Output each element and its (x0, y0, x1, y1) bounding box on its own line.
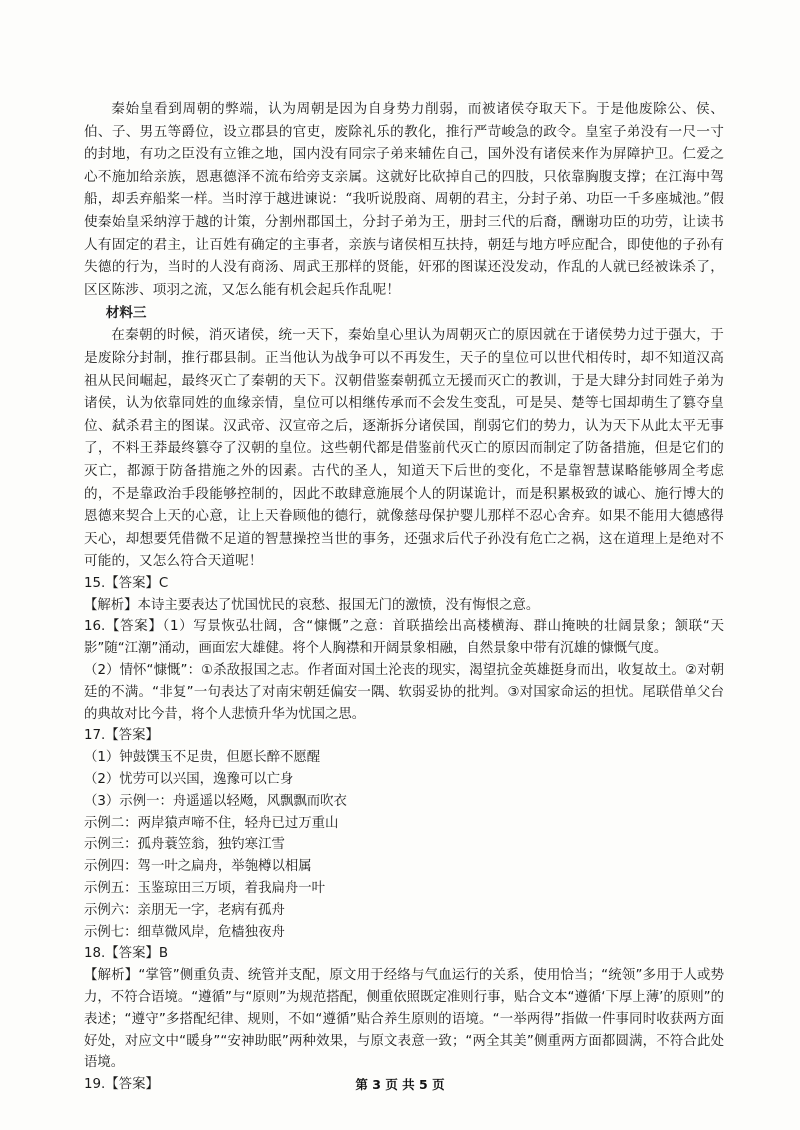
q17-answer: 17.【答案】 (84, 728, 159, 744)
page-content (84, 98, 724, 1096)
q17-line: 示例五：玉鉴琼田三万顷，着我扁舟一叶 (84, 881, 326, 897)
material2-paragraph: 秦始皇看到周朝的弊端，认为周朝是因为自身势力削弱，而被诸侯夺取天下。于是他废除公、侯、伯、子、男五等爵位，设立郡县的官吏，废除礼乐的教化，推行严苛峻急的政令。皇室子弟没有一尺一寸的封地，有功之臣没有立锥之地，国内没有同宗子弟来辅佐自己，国外没有诸侯来作为屏障护卫。仁爱之心不施加给亲族，恩惠德泽不流布给旁支亲属。这就好比砍掉自己的四肢，只依靠胸腹支撑；在江海中驾船，却丢弃船桨一样。当时淳于越进谏说：“我听说殷商、周朝的君主，分封子弟、功臣一千多座城池。”假使秦始皇采纳淳于越的计策，分割州郡国土，分封子弟为王，册封三代的后裔，酬谢功臣的功劳，让读书人有固定的君主，让百姓有确定的主事者，亲族与诸侯相互扶持，朝廷与地方呼应配合，即使他的子孙有失德的行为，当时的人没有商汤、周武王那样的贤能，奸邪的图谋还没发动，作乱的人就已经被诛杀了，区区陈涉、项羽之流，又怎么能有机会起兵作乱呢！ (84, 101, 724, 298)
q17-line: 示例四：驾一叶之扁舟，举匏樽以相属 (84, 859, 312, 875)
q18-analysis: 【解析】“掌管”侧重负责、统管并支配，原文用于经络与气血运行的关系，使用恰当；“统领”多用于人或势力，不符合语境。“遵循”与“原则”为规范搭配，侧重依照既定准则行事，贴合文本“遵循‘下厚上薄’的原则”的表述；“遵守”多搭配纪律、规则，不如“遵循”贴合养生原则的语境。“一举两得”指做一件事同时收获两方面好处，对应文中“暖身”“安神助眠”两种效果，与原文表意一致；“两全其美”侧重两方面都圆满，不符合此处语境。 (84, 968, 724, 1071)
q18-answer: 18.【答案】B (84, 946, 169, 962)
q15-answer: 15.【答案】C (84, 575, 169, 591)
q17-line: （1）钟鼓馔玉不足贵，但愿长醉不愿醒 (84, 750, 321, 766)
q15-analysis: 【解析】本诗主要表达了忧国忧民的哀愁、报国无门的激愤，没有悔恨之意。 (84, 597, 540, 613)
q17-line: 示例三：孤舟蓑笠翁，独钓寒江雪 (84, 837, 285, 853)
material3-heading: 材料三 (105, 305, 147, 322)
q19-answer: 19.【答案】 (84, 1077, 159, 1093)
q16-answer-part2: （2）情怀“慷慨”：①杀敌报国之志。作者面对国土沦丧的现实，渴望抗金英雄挺身而出，收复故土。②对朝廷的不满。“非复”一句表达了对南宋朝廷偏安一隅、软弱妥协的批判。③对国家命运的担忧。尾联借单父台的典故对比今昔，将个人悲愤升华为忧国之思。 (84, 663, 724, 722)
q17-line: 示例六：亲朋无一字，老病有孤舟 (84, 902, 285, 918)
q17-line: （2）忧劳可以兴国，逸豫可以亡身 (84, 772, 294, 788)
q17-line: （3）示例一：舟遥遥以轻飏，风飘飘而吹衣 (84, 793, 347, 809)
q17-line: 示例二：两岸猿声啼不住，轻舟已过万重山 (84, 815, 339, 831)
page-footer: 第 3 页 共 5 页 (355, 1077, 445, 1092)
q17-line: 示例七：细草微风岸，危樯独夜舟 (84, 924, 285, 940)
material3-paragraph: 在秦朝的时候，消灭诸侯，统一天下，秦始皇心里认为周朝灭亡的原因就在于诸侯势力过于强大，于是废除分封制，推行郡县制。正当他认为战争可以不再发生，天子的皇位可以世代相传时，却不知道汉高祖从民间崛起，最终灭亡了秦朝的天下。汉朝借鉴秦朝孤立无援而灭亡的教训，于是大肆分封同姓子弟为诸侯，认为依靠同姓的血缘亲情，皇位可以相继传承而不会发生变乱，可是吴、楚等七国却萌生了篡夺皇位、弑杀君主的图谋。汉武帝、汉宣帝之后，逐渐拆分诸侯国，削弱它们的势力，认为天下从此太平无事了，不料王莽最终篡夺了汉朝的皇位。这些朝代都是借鉴前代灭亡的原因而制定了防备措施，但是它们的灭亡，都源于防备措施之外的因素。古代的圣人，知道天下后世的变化，不是靠智慧谋略能够周全考虑的，不是靠政治手段能够控制的，因此不敢肆意施展个人的阴谋诡计，而是积累极致的诚心、施行博大的恩德来契合上天的心意，让上天眷顾他的德行，就像慈母保护婴儿那样不忍心舍弃。如果不能用大德感得天心，却想要凭借微不足道的智慧操控当世的事务，还强求后代子孙没有危亡之祸，这在道理上是绝对不可能的，又怎么符合天道呢！ (84, 327, 724, 570)
q16-answer-part1: 16.【答案】（1）写景恢弘壮阔，含“慷慨”之意：首联描绘出高楼横海、群山掩映的壮阔景象；颔联“天影”随“江潮”涌动，画面宏大雄健。将个人胸襟和开阔景象相融，自然景象中带有沉雄的慷慨气度。 (84, 619, 724, 657)
